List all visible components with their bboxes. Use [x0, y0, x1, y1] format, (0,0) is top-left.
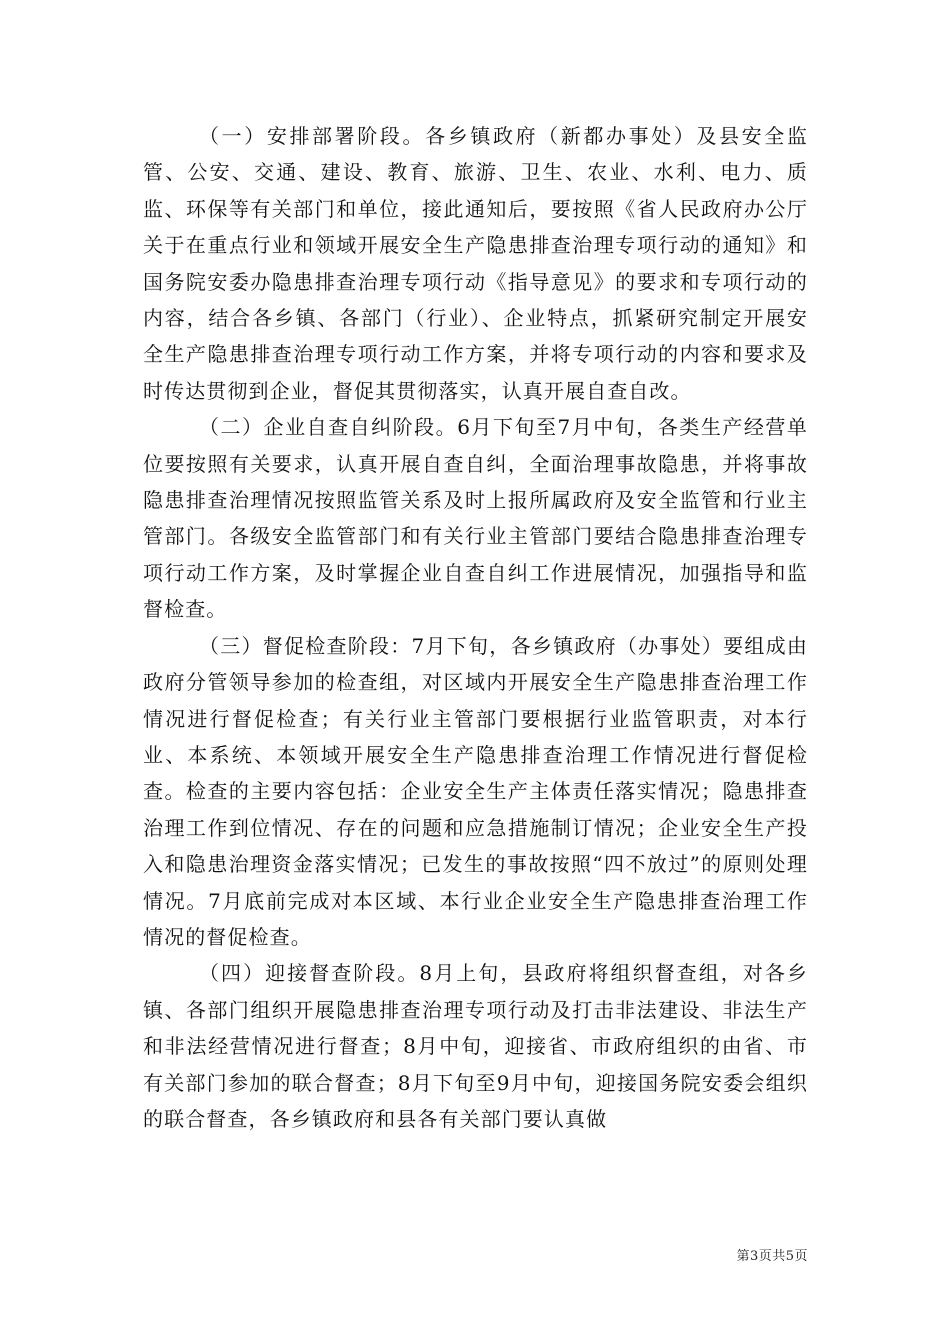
- paragraph-supervision-stage: （三）督促检查阶段：7月下旬，各乡镇政府（办事处）要组成由政府分管领导参加的检查组，对区域内开展安全生产隐患排查治理工作情况进行督促检查；有关行业主管部门要根据行业监管职责，对本行业、本系统、本领域开展安全生产隐患排查治理工作情况进行督促检查。检查的主要内容包括：企业安全生产主体责任落实情况；隐患排查治理工作到位情况、存在的问题和应急措施制订情况；企业安全生产投入和隐患治理资金落实情况；已发生的事故按照“四不放过”的原则处理情况。7月底前完成对本区域、本行业企业安全生产隐患排查治理工作情况的督促检查。: [143, 633, 808, 949]
- paragraph-self-inspection-stage: （二）企业自查自纠阶段。6月下旬至7月中旬，各类生产经营单位要按照有关要求，认真开展自查自纠，全面治理事故隐患，并将事故隐患排查治理情况按照监管关系及时上报所属政府及安全监管和行业主管部门。各级安全监管部门和有关行业主管部门要结合隐患排查治理专项行动工作方案，及时掌握企业自查自纠工作进展情况，加强指导和监督检查。: [143, 415, 808, 622]
- document-body: [143, 118, 808, 1137]
- page-number: 第3页共5页: [736, 1249, 808, 1264]
- paragraph-arrangement-stage: （一）安排部署阶段。各乡镇政府（新都办事处）及县安全监管、公安、交通、建设、教育、旅游、卫生、农业、水利、电力、质监、环保等有关部门和单位，接此通知后，要按照《省人民政府办公厅关于在重点行业和领域开展安全生产隐患排查治理专项行动的通知》和国务院安委办隐患排查治理专项行动《指导意见》的要求和专项行动的内容，结合各乡镇、各部门（行业）、企业特点，抓紧研究制定开展安全生产隐患排查治理专项行动工作方案，并将专项行动的内容和要求及时传达贯彻到企业，督促其贯彻落实，认真开展自查自改。: [143, 124, 808, 403]
- paragraph-inspection-reception-stage: （四）迎接督查阶段。8月上旬，县政府将组织督查组，对各乡镇、各部门组织开展隐患排查治理专项行动及打击非法建设、非法生产和非法经营情况进行督查；8月中旬，迎接省、市政府组织的由省、市有关部门参加的联合督查；8月下旬至9月中旬，迎接国务院安委会组织的联合督查，各乡镇政府和县各有关部门要认真做: [143, 961, 808, 1131]
